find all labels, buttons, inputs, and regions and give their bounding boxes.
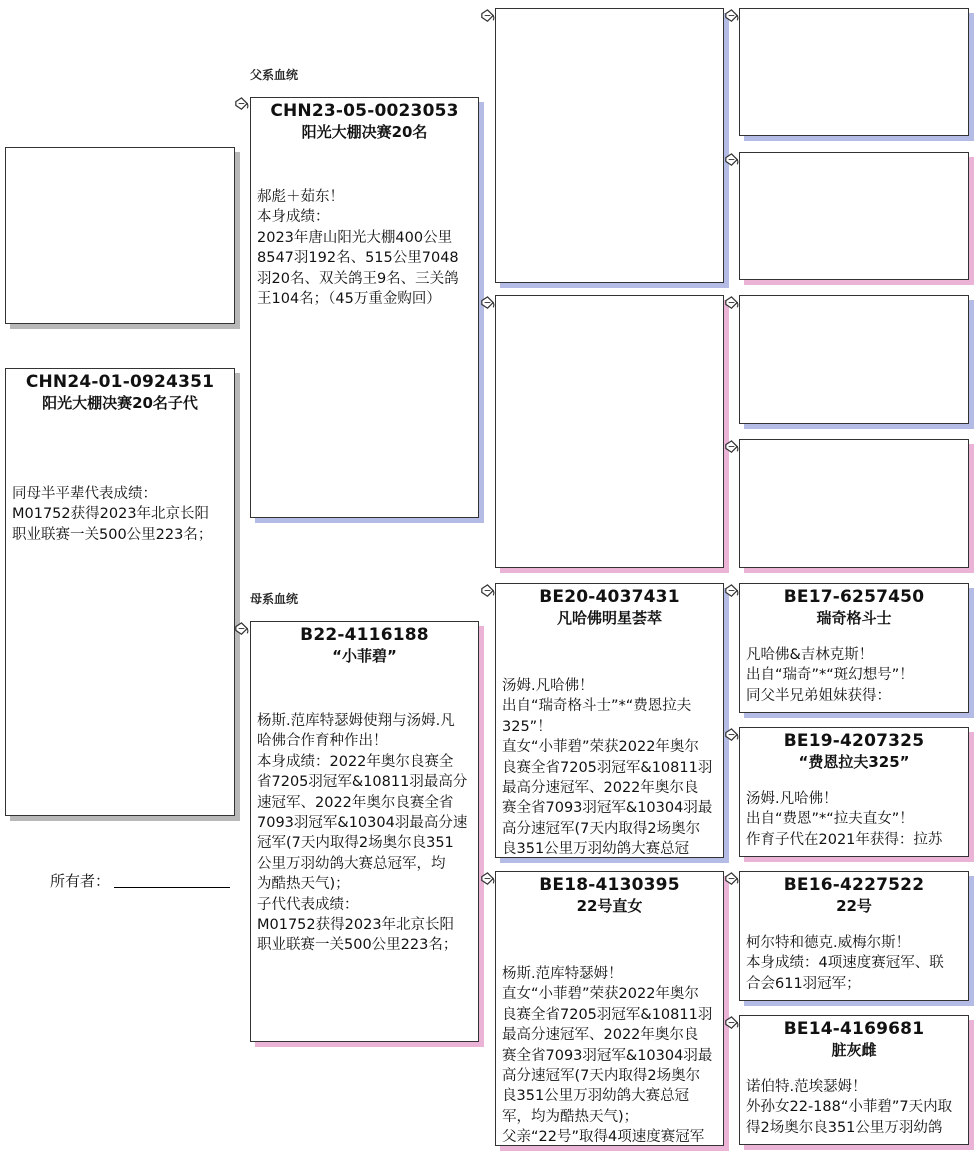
note-line: 哈佛合作育种作出！ [257,733,388,750]
great-grandparent-5-notes [740,645,968,706]
great-grandparent-card-7[interactable] [739,871,969,1001]
edit-bucket-icon[interactable] [723,295,740,312]
great-grandparent-7-ring-number: BE16-4227522 [783,875,925,895]
maternal-grandsire-ring-number: BE20-4037431 [539,587,680,607]
note-line: 良351公里万羽幼鸽大赛总冠 [502,1088,690,1105]
great-grandparent-card-4[interactable] [739,439,969,568]
note-line: 良赛全省7205羽冠军&10811羽 [502,759,713,776]
edit-bucket-icon[interactable] [479,583,496,600]
subject-card[interactable] [5,368,235,816]
maternal-grandsire-card[interactable] [495,583,724,858]
dam-ring-number: B22-4116188 [300,625,429,645]
note-line: 省7205羽冠军&10811羽最高分 [257,774,468,791]
sire-title: 阳光大棚决赛20名 [301,123,428,141]
note-line: 柯尔特和德克.威梅尔斯！ [746,935,911,951]
note-line: 本身成绩：2022年奥尔良赛全 [257,753,454,770]
note-line: 凡哈佛&吉林克斯！ [746,647,874,663]
edit-bucket-icon[interactable] [723,1015,740,1032]
note-line: 8547羽192名、515公里7048 [257,250,459,267]
great-grandparent-card-2[interactable] [739,152,969,280]
note-line: 杨斯.范库特瑟姆使翔与汤姆.凡 [257,713,455,729]
great-grandparent-card-5[interactable] [739,583,969,713]
paternal-grandsire-card[interactable] [495,8,724,283]
note-line: 7093羽冠军&10304羽最高分速 [257,815,468,832]
photo-placeholder [5,147,235,324]
note-line: 军，均为酷热天气)； [502,1108,639,1125]
note-line: 速冠军、2022年奥尔良赛全省 [257,794,454,811]
sire-notes [251,187,478,309]
sire-card[interactable] [250,97,479,518]
paternal-granddam-card[interactable] [495,295,724,568]
subject-notes [6,484,234,545]
note-line: 得2场奥尔良351公里万羽幼鸽 [746,1119,943,1136]
note-line: 汤姆.凡哈佛！ [502,678,594,694]
note-line: 羽20名、双关鸽王9名、三关鸽 [257,270,459,287]
dam-title: “小菲碧” [332,647,397,665]
note-line: 公里万羽幼鸽大赛总冠军，均 [257,855,446,872]
note-line: 最高分速冠军、2022年奥尔良 [502,1027,699,1044]
edit-bucket-icon[interactable] [723,439,740,456]
note-line: 父亲“22号”取得4项速度赛冠军 [502,1129,705,1146]
edit-bucket-icon[interactable] [479,8,496,25]
note-line: 本身成绩：4项速度赛冠军、联 [746,955,944,972]
note-line: 同父半兄弟姐妹获得： [746,687,891,704]
note-line: 325”！ [502,718,552,735]
note-line: 诺伯特.范埃瑟姆！ [746,1079,867,1095]
maternal-grandsire-title: 凡哈佛明星荟萃 [556,609,662,627]
note-line: 直女“小菲碧”荣获2022年奥尔 [502,986,699,1003]
note-line: M01752获得2023年北京长阳 [12,506,210,523]
note-line: 直女“小菲碧”荣获2022年奥尔 [502,739,699,756]
great-grandparent-5-ring-number: BE17-6257450 [783,587,925,607]
great-grandparent-8-title: 脏灰雌 [831,1041,877,1059]
great-grandparent-card-8[interactable] [739,1015,969,1145]
owner-field[interactable] [50,870,230,891]
note-line: 赛全省7093羽冠军&10304羽最 [502,800,713,817]
note-line: 高分速冠军(7天内取得2场奥尔 [502,820,701,837]
note-line: 最高分速冠军、2022年奥尔良 [502,780,699,797]
owner-underline [114,873,230,888]
note-line: 出自“瑞奇”*“斑幻想号”！ [746,667,914,684]
edit-bucket-icon[interactable] [723,152,740,169]
note-line: 职业联赛一关500公里223名； [257,937,458,954]
great-grandparent-7-notes [740,933,968,994]
note-line: 同母半平辈代表成绩： [12,486,157,502]
paternal-section-label: 父系血统 [250,68,299,82]
note-line: 郝彪＋茹东！ [257,189,344,205]
great-grandparent-card-1[interactable] [739,8,969,136]
subject-title: 阳光大棚决赛20名子代 [42,394,198,412]
note-line: 汤姆.凡哈佛！ [746,791,838,807]
note-line: 职业联赛一关500公里223名； [12,526,213,543]
note-line: 作育子代在2021年获得：拉苏 [746,831,943,848]
note-line: 出自“费恩”*“拉夫直女”！ [746,811,914,828]
great-grandparent-8-notes [740,1077,968,1138]
edit-bucket-icon[interactable] [723,8,740,25]
maternal-grandsire-notes [496,676,723,858]
edit-bucket-icon[interactable] [233,621,250,638]
edit-bucket-icon[interactable] [723,583,740,600]
note-line: 良赛全省7205羽冠军&10811羽 [502,1006,713,1023]
edit-bucket-icon[interactable] [479,295,496,312]
note-line: 外孙女22-188“小菲碧”7天内取 [746,1099,953,1116]
note-line: 出自“瑞奇格斗士”*“费恩拉夫 [502,698,692,715]
note-line: 为酷热天气)； [257,876,350,893]
note-line: 冠军(7天内取得2场奥尔良351 [257,835,454,852]
sire-ring-number: CHN23-05-0023053 [270,101,459,121]
maternal-granddam-ring-number: BE18-4130395 [539,875,680,895]
maternal-section-label: 母系血统 [250,592,299,606]
edit-bucket-icon[interactable] [233,96,250,113]
great-grandparent-card-6[interactable] [739,727,969,857]
dam-notes [251,711,478,956]
note-line: 子代代表成绩： [257,896,359,913]
great-grandparent-5-title: 瑞奇格斗士 [816,609,892,627]
owner-label: 所有者： [50,872,111,890]
note-line: 本身成绩： [257,209,330,226]
maternal-granddam-card[interactable] [495,871,724,1146]
edit-bucket-icon[interactable] [723,727,740,744]
note-line: 合会611羽冠军； [746,975,861,992]
edit-bucket-icon[interactable] [479,871,496,888]
note-line: M01752获得2023年北京长阳 [257,917,455,934]
great-grandparent-6-ring-number: BE19-4207325 [783,731,925,751]
maternal-granddam-title: 22号直女 [576,897,643,915]
great-grandparent-6-title: “费恩拉夫325” [798,753,910,771]
maternal-granddam-notes [496,964,723,1146]
great-grandparent-6-notes [740,789,968,850]
note-line: 杨斯.范库特瑟姆！ [502,966,623,982]
great-grandparent-8-ring-number: BE14-4169681 [783,1019,925,1039]
subject-ring-number: CHN24-01-0924351 [25,372,215,392]
dam-card[interactable] [250,621,479,1042]
note-line: 良351公里万羽幼鸽大赛总冠 [502,841,690,858]
note-line: 王104名；（45万重金购回） [257,291,441,308]
note-line: 2023年唐山阳光大棚400公里 [257,229,453,246]
great-grandparent-7-title: 22号 [836,897,872,915]
note-line: 高分速冠军(7天内取得2场奥尔 [502,1068,701,1085]
edit-bucket-icon[interactable] [723,871,740,888]
great-grandparent-card-3[interactable] [739,295,969,424]
note-line: 赛全省7093羽冠军&10304羽最 [502,1047,713,1064]
